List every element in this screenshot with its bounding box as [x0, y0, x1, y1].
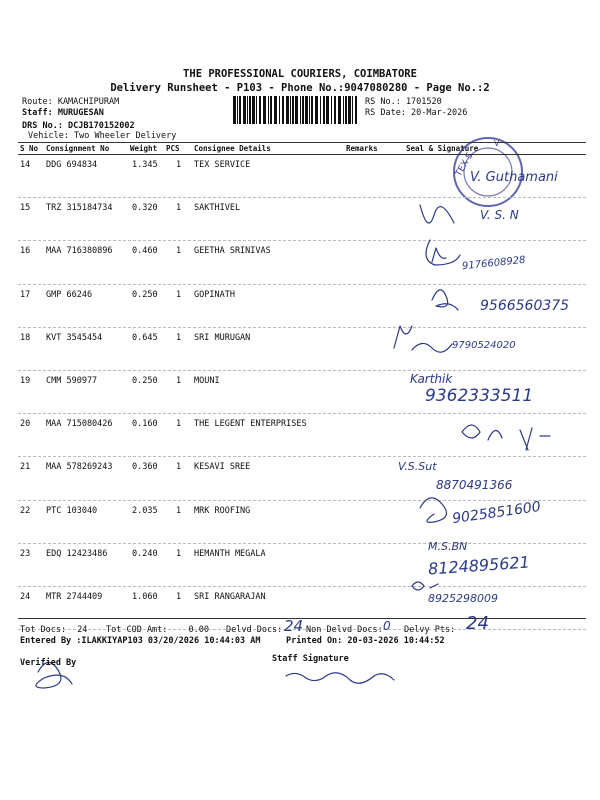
row-weight: 0.460	[132, 246, 158, 257]
row-weight: 0.645	[132, 332, 158, 343]
svg-text:TEX S: TEX S	[453, 151, 476, 179]
row-consignment: KVT 3545454	[46, 332, 103, 343]
row-pcs: 1	[176, 160, 182, 170]
handwritten-r14: V. Guthamani	[470, 170, 558, 185]
row-pcs: 1	[176, 332, 182, 343]
tot-docs	[20, 625, 87, 635]
row-pcs: 1	[176, 375, 182, 386]
row-consignment: PTC 103040	[46, 505, 98, 516]
row-consignment: EDQ 12423486	[46, 548, 108, 559]
delvy-pts-label: Delvy Pts:	[404, 625, 456, 635]
tot-cod-label: Tot COD Amt:	[106, 625, 168, 635]
handwritten-delvd-total: 24	[284, 617, 304, 635]
row-consignee: SRI RANGARAJAN	[194, 591, 266, 602]
drs-label: DRS No.: DCJB170152002	[22, 121, 135, 131]
staff-label: Staff: MURUGESAN	[22, 108, 104, 118]
col-consignee: Consignee Details	[194, 144, 271, 153]
handwritten-r24: 8925298009	[428, 592, 498, 605]
non-delvd-label: Non Delvd Docs:	[306, 625, 383, 635]
row-consignee: GEETHA SRINIVAS	[194, 246, 271, 257]
row-weight: 0.240	[132, 548, 158, 559]
row-sno: 17	[20, 289, 31, 300]
row-pcs: 1	[176, 246, 182, 257]
row-sno: 21	[20, 462, 31, 473]
row-weight: 0.250	[132, 375, 158, 386]
svg-text:V: V	[494, 139, 500, 148]
tot-cod	[106, 625, 209, 635]
row-consignment: MAA 578269243	[46, 462, 113, 473]
row-pcs: 1	[176, 289, 182, 300]
handwritten-r23a: M.S.BN	[428, 540, 468, 553]
handwritten-r18: 9790524020	[452, 340, 516, 351]
row-pcs: 1	[176, 548, 182, 559]
col-remarks: Remarks	[346, 144, 378, 153]
row-sno: 24	[20, 591, 31, 602]
handwritten-r16: 9176608928	[461, 254, 527, 273]
row-consignee: SAKTHIVEL	[194, 203, 241, 214]
row-weight: 1.345	[132, 160, 158, 170]
col-weight: Weight	[130, 144, 158, 153]
row-sno: 20	[20, 419, 31, 430]
row-sno: 16	[20, 246, 31, 257]
row-consignment: TRZ 315184734	[46, 203, 113, 214]
row-consignee: KESAVI SREE	[194, 462, 251, 473]
row-sno: 18	[20, 332, 31, 343]
staff-signature-label: Staff Signature	[272, 654, 349, 664]
col-pcs: PCS	[166, 144, 180, 153]
handwritten-non-delvd: 0	[383, 619, 391, 633]
row-consignment: MAA 715080426	[46, 419, 113, 430]
handwritten-r22b: 8870491366	[436, 478, 513, 492]
handwritten-r18b: Karthik	[410, 372, 453, 386]
row-weight: 2.035	[132, 505, 158, 516]
tot-docs-value: 24	[77, 625, 88, 635]
row-consignee: HEMANTH MEGALA	[194, 548, 266, 559]
rs-number: RS No.: 1701520	[365, 97, 442, 107]
company-title: THE PROFESSIONAL COURIERS, COIMBATORE	[183, 68, 417, 80]
tot-cod-value: 0.00	[188, 625, 210, 635]
row-sno: 14	[20, 160, 31, 170]
tot-docs-label: Tot Docs:	[20, 625, 67, 635]
route-label: Route: KAMACHIPURAM	[22, 97, 120, 107]
row-consignment: MTR 2744409	[46, 591, 103, 602]
row-consignment: DDG 694834	[46, 160, 98, 170]
row-sno: 15	[20, 203, 31, 214]
row-consignee: THE LEGENT ENTERPRISES	[194, 419, 307, 430]
row-weight: 0.360	[132, 462, 158, 473]
non-delvd-docs	[306, 625, 383, 635]
col-sno: S No	[20, 144, 39, 153]
row-consignment: CMM 590977	[46, 375, 98, 386]
handwritten-r23b: 8124895621	[427, 552, 531, 579]
row-pcs: 1	[176, 462, 182, 473]
entered-by: Entered By :ILAKKIYAP103 03/20/2026 10:44:03 AM	[20, 636, 261, 646]
col-consignment: Consignment No	[46, 144, 110, 153]
row-sno: 19	[20, 375, 31, 386]
row-consignee: GOPINATH	[194, 289, 235, 300]
vehicle-label: Vehicle: Two Wheeler Delivery	[28, 131, 177, 141]
row-pcs: 1	[176, 203, 182, 214]
row-sno: 23	[20, 548, 31, 559]
row-pcs: 1	[176, 419, 182, 430]
row-consignee: SRI MURUGAN	[194, 332, 251, 343]
handwritten-r17: 9566560375	[480, 298, 570, 314]
row-consignee: TEX SERVICE	[194, 160, 251, 170]
row-weight: 0.320	[132, 203, 158, 214]
rs-date: RS Date: 20-Mar-2026	[365, 108, 468, 118]
printed-on: Printed On: 20-03-2026 10:44:52	[286, 636, 445, 646]
row-pcs: 1	[176, 591, 182, 602]
row-consignment: MAA 716380896	[46, 246, 113, 257]
handwritten-r22a: V.S.Sut	[398, 460, 437, 473]
row-consignee: MRK ROOFING	[194, 505, 251, 516]
col-seal-signature: Seal & Signature	[406, 144, 479, 153]
delvd-docs-label: Delvd Docs:	[226, 625, 283, 635]
delvy-pts	[404, 625, 455, 635]
row-consignee: MOUNI	[194, 375, 220, 386]
delvd-docs	[226, 625, 282, 635]
row-consignment: GMP 66246	[46, 289, 93, 300]
handwritten-r15: V. S. N	[480, 208, 519, 222]
handwritten-r19: 9362333511	[425, 386, 534, 406]
verified-by-label: Verified By	[20, 658, 77, 668]
row-sno: 22	[20, 505, 31, 516]
handwritten-r22c: 9025851600	[451, 498, 542, 528]
row-weight: 0.160	[132, 419, 158, 430]
handwritten-delvy-pts: 24	[466, 613, 489, 634]
row-pcs: 1	[176, 505, 182, 516]
row-weight: 1.060	[132, 591, 158, 602]
runsheet-subtitle: Delivery Runsheet - P103 - Phone No.:9047080280 - Page No.:2	[110, 82, 490, 94]
row-weight: 0.250	[132, 289, 158, 300]
